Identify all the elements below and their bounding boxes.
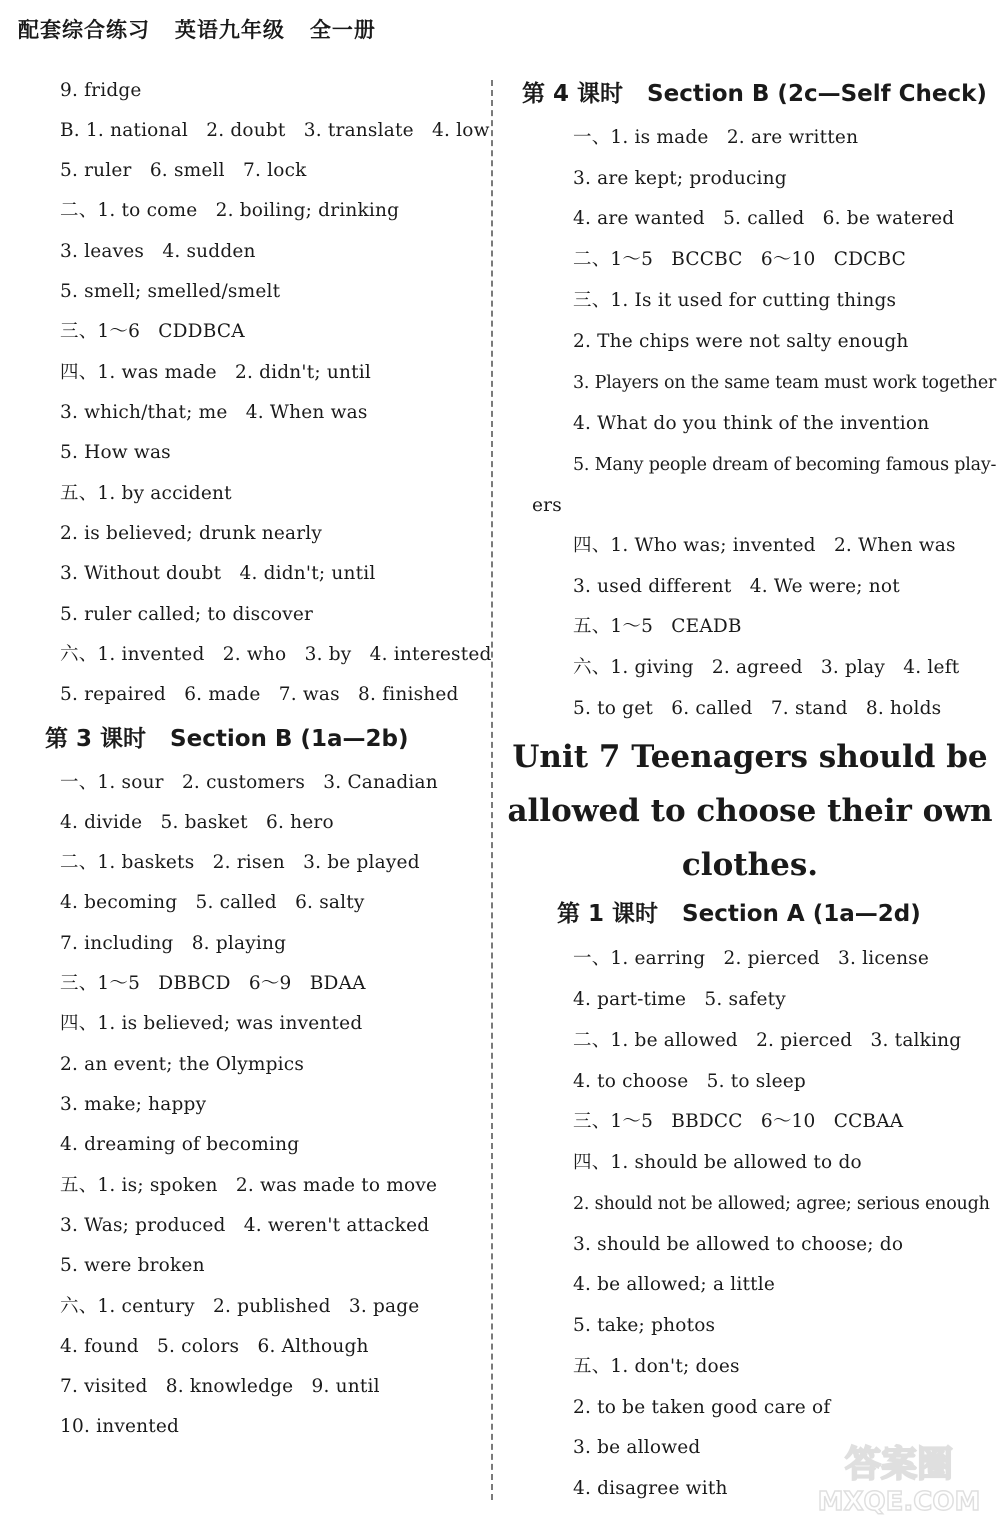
answer-line: 2. to be taken good care of <box>573 1397 831 1418</box>
answer-line: 4. becoming 5. called 6. salty <box>60 892 365 913</box>
answer-line: 三、1～5 DBBCD 6～9 BDAA <box>60 973 366 994</box>
answer-line: 五、1. don't; does <box>573 1356 740 1377</box>
watermark-cn: 答案圈 <box>844 1444 954 1485</box>
answer-line: 二、1. to come 2. boiling; drinking <box>60 200 400 221</box>
page-header: 配套综合练习 英语九年级 全一册 <box>18 18 376 42</box>
answer-line: 四、1. is believed; was invented <box>60 1013 363 1034</box>
answer-line: 3. Players on the same team must work together <box>573 373 997 393</box>
answer-line: 3. make; happy <box>60 1094 207 1115</box>
answer-line: 2. is believed; drunk nearly <box>60 523 323 544</box>
answer-line: 六、1. invented 2. who 3. by 4. interested <box>60 644 492 665</box>
section-heading: 第 4 课时 Section B (2c—Self Check) <box>522 81 987 107</box>
answer-line: 7. including 8. playing <box>60 933 287 954</box>
answer-line: 3. which/that; me 4. When was <box>60 402 368 423</box>
answer-line: 5. were broken <box>60 1255 205 1276</box>
answer-line: 二、1～5 BCCBC 6～10 CDCBC <box>573 249 906 270</box>
answer-line: 4. be allowed; a little <box>573 1274 776 1295</box>
answer-line: 5. Many people dream of becoming famous play- <box>573 455 997 475</box>
answer-line: 10. invented <box>60 1416 180 1437</box>
answer-line: 三、1. Is it used for cutting things <box>573 290 897 311</box>
answer-line: 3. used different 4. We were; not <box>573 576 900 597</box>
answer-line: 四、1. Who was; invented 2. When was <box>573 535 956 556</box>
watermark-logo <box>804 1436 994 1516</box>
column-divider <box>491 80 493 1500</box>
section-heading: 第 1 课时 Section A (1a—2d) <box>557 901 921 927</box>
answer-line: 四、1. should be allowed to do <box>573 1152 862 1173</box>
answer-line: 4. dreaming of becoming <box>60 1134 300 1155</box>
answer-line: 3. Was; produced 4. weren't attacked <box>60 1215 430 1236</box>
answer-line: 5. smell; smelled/smelt <box>60 281 281 302</box>
answer-line: 5. repaired 6. made 7. was 8. finished <box>60 684 459 705</box>
answer-line: 一、1. is made 2. are written <box>573 127 859 148</box>
unit-title-line: clothes. <box>681 847 819 883</box>
answer-line: 5. take; photos <box>573 1315 716 1336</box>
unit-title-line: Unit 7 Teenagers should be <box>512 739 988 775</box>
answer-line: 六、1. century 2. published 3. page <box>60 1296 420 1317</box>
answer-line: 二、1. baskets 2. risen 3. be played <box>60 852 420 873</box>
answer-line: 2. The chips were not salty enough <box>573 331 909 352</box>
unit-title-line: allowed to choose their own <box>507 793 993 829</box>
answer-line: 5. How was <box>60 442 171 463</box>
answer-line: 7. visited 8. knowledge 9. until <box>60 1376 380 1397</box>
answer-line: 五、1～5 CEADB <box>573 616 742 637</box>
answer-line: B. 1. national 2. doubt 3. translate 4. low <box>60 120 490 141</box>
answer-line: 五、1. by accident <box>60 483 232 504</box>
answer-line: 三、1～5 BBDCC 6～10 CCBAA <box>573 1111 904 1132</box>
answer-line: 五、1. is; spoken 2. was made to move <box>60 1175 438 1196</box>
answer-line: 二、1. be allowed 2. pierced 3. talking <box>573 1030 962 1051</box>
answer-line: 4. found 5. colors 6. Although <box>60 1336 369 1357</box>
answer-line: 4. divide 5. basket 6. hero <box>60 812 334 833</box>
answer-line: 2. an event; the Olympics <box>60 1054 305 1075</box>
answer-line: 4. disagree with <box>573 1478 728 1499</box>
answer-line: 4. are wanted 5. called 6. be watered <box>573 208 955 229</box>
answer-line: 一、1. earring 2. pierced 3. license <box>573 948 930 969</box>
answer-line: 3. Without doubt 4. didn't; until <box>60 563 376 584</box>
answer-line: 3. should be allowed to choose; do <box>573 1234 904 1255</box>
answer-line: 三、1～6 CDDBCA <box>60 321 245 342</box>
answer-line: 5. ruler called; to discover <box>60 604 314 625</box>
answer-line: 5. to get 6. called 7. stand 8. holds <box>573 698 942 719</box>
answer-line: 四、1. was made 2. didn't; until <box>60 362 371 383</box>
answer-line: 2. should not be allowed; agree; serious enough <box>573 1194 990 1214</box>
answer-line: 4. to choose 5. to sleep <box>573 1071 806 1092</box>
answer-line: 六、1. giving 2. agreed 3. play 4. left <box>573 657 960 678</box>
section-heading: 第 3 课时 Section B (1a—2b) <box>45 726 409 752</box>
watermark-en: MXQE.COM <box>817 1487 981 1516</box>
answer-line: 3. be allowed <box>573 1437 701 1458</box>
answer-line: 3. leaves 4. sudden <box>60 241 256 262</box>
answer-line: 4. part-time 5. safety <box>573 989 786 1010</box>
answer-line: 5. ruler 6. smell 7. lock <box>60 160 307 181</box>
answer-line: 4. What do you think of the invention <box>573 413 930 434</box>
answer-line: 9. fridge <box>60 80 142 101</box>
answer-line: 一、1. sour 2. customers 3. Canadian <box>60 772 438 793</box>
answer-line-wrap: ers <box>532 495 562 516</box>
answer-line: 3. are kept; producing <box>573 168 787 189</box>
